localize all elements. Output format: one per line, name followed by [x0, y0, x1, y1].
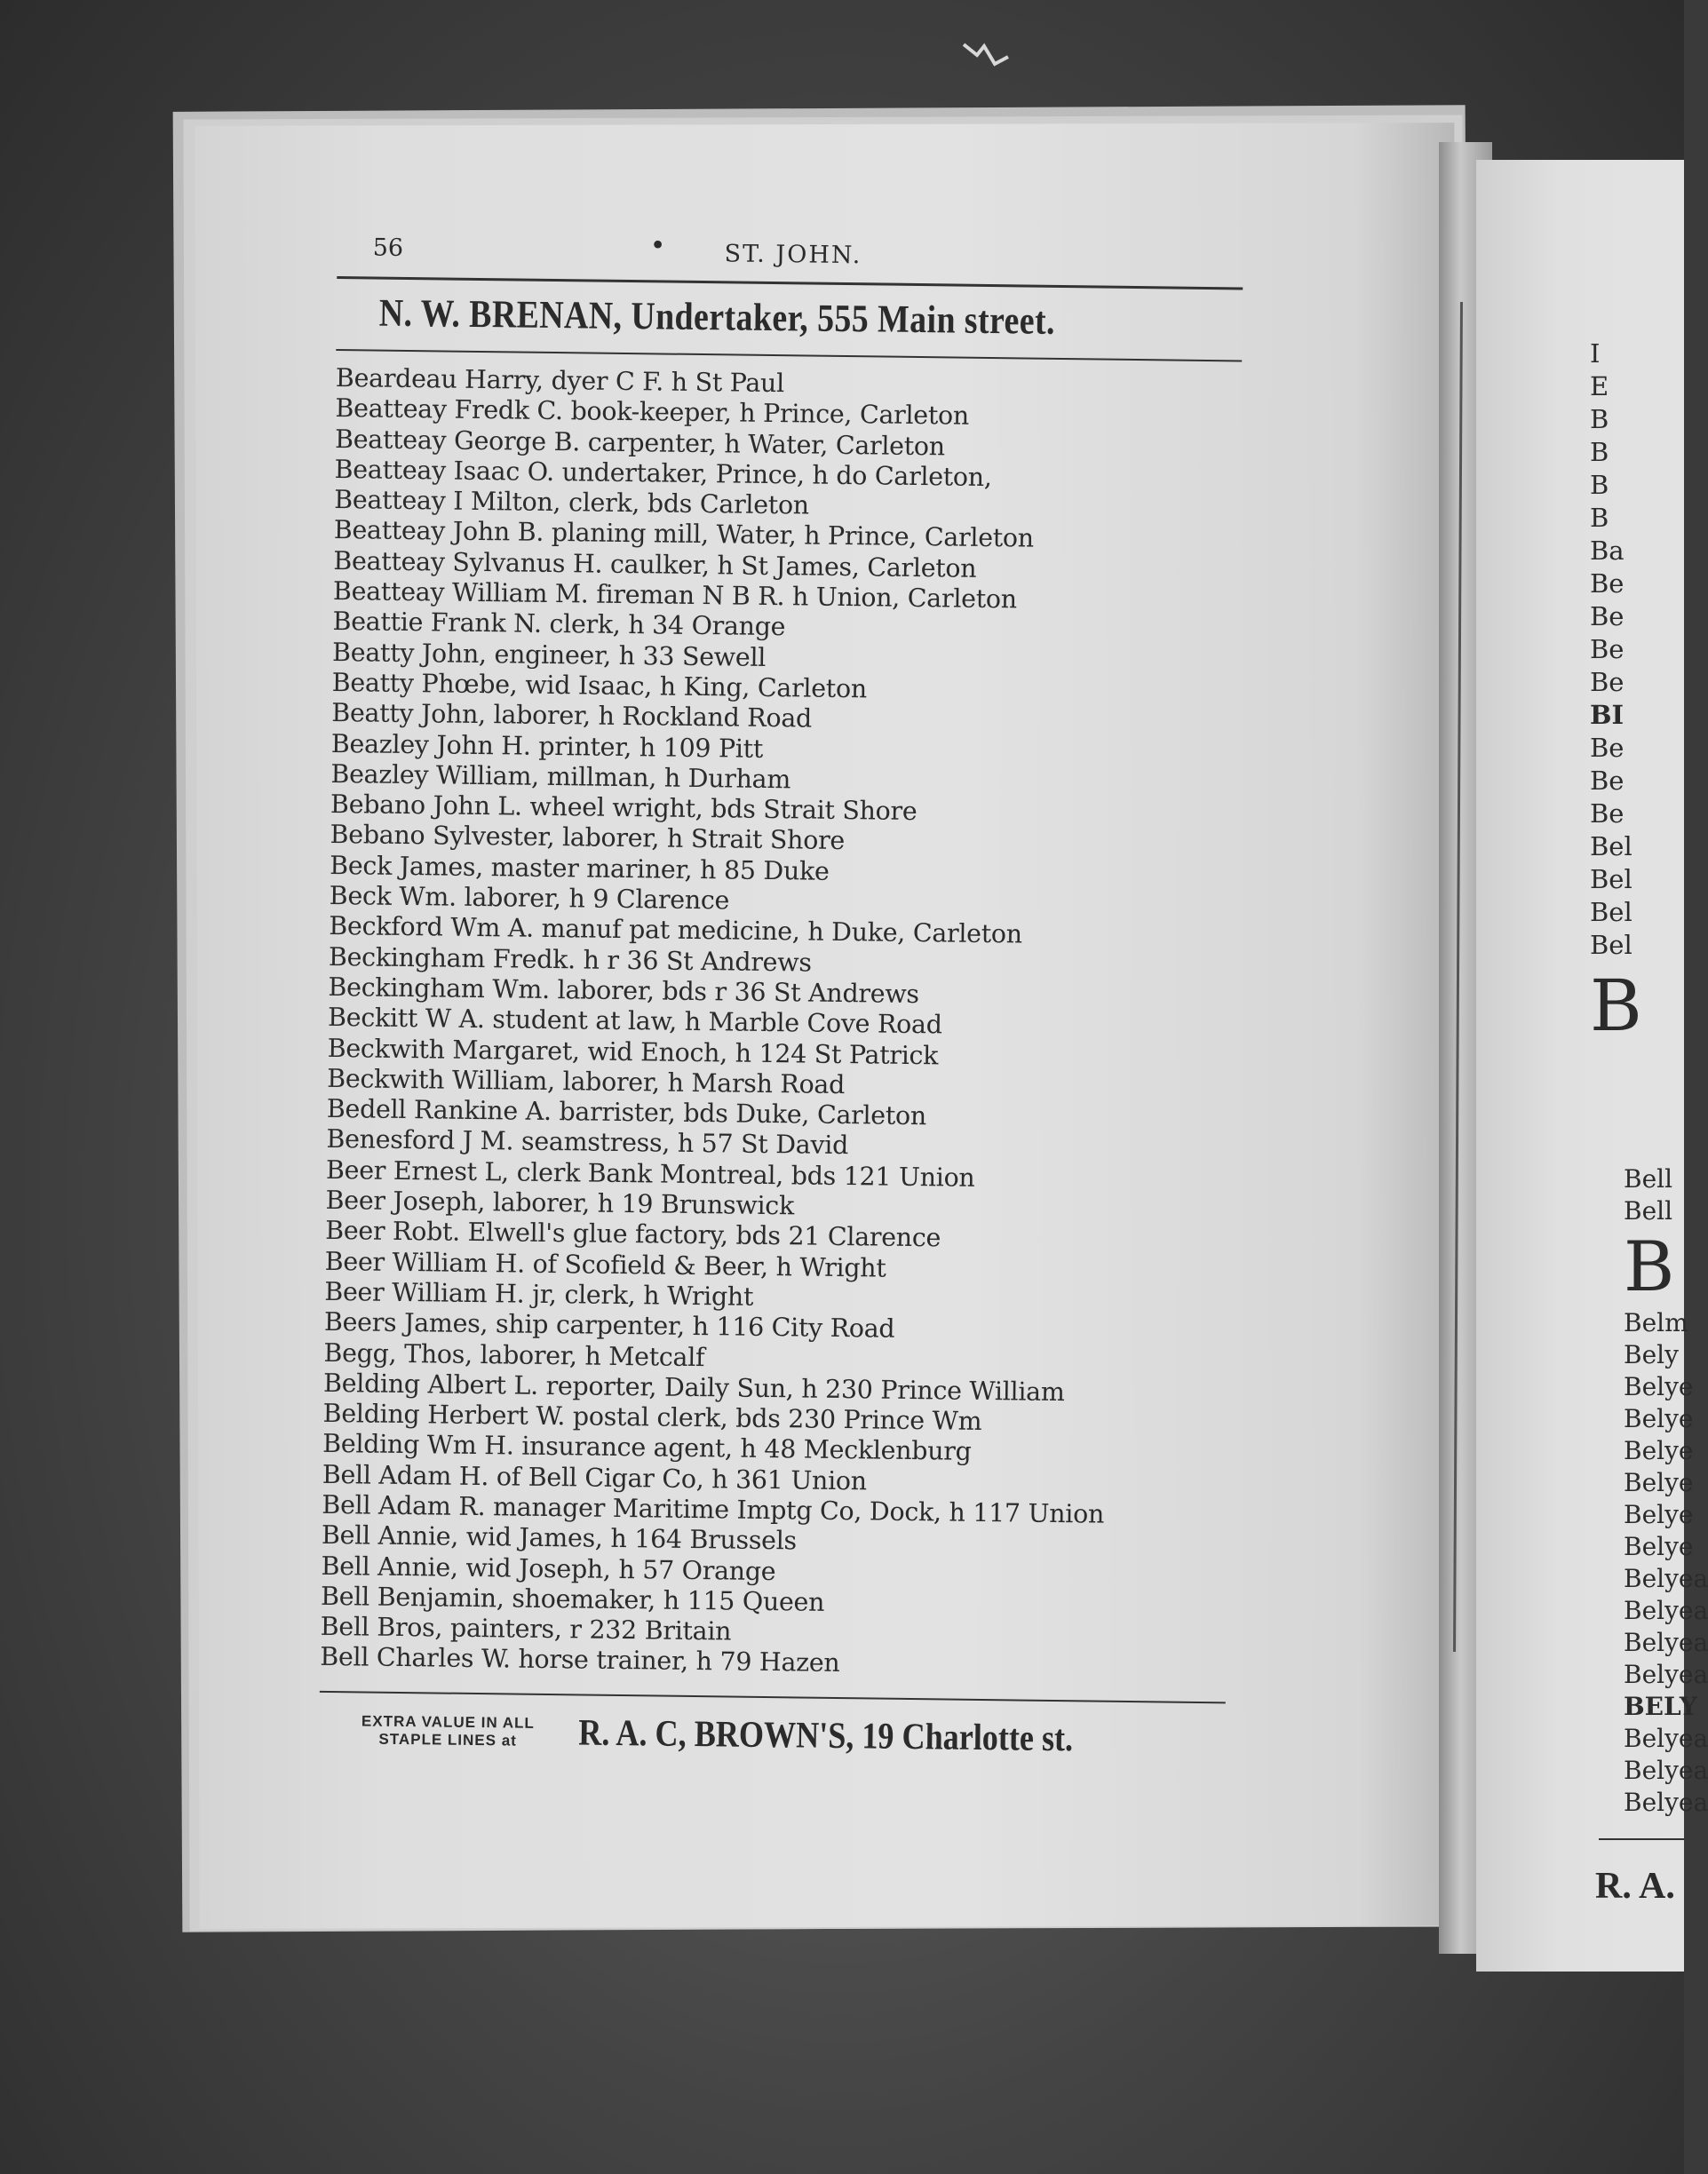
directory-entry: Beatteay Isaac O. undertaker, Prince, h do Carleton,: [334, 454, 992, 492]
directory-entry: Beck Wm. laborer, h 9 Clarence: [329, 880, 730, 916]
directory-entry: Bebano John L. wheel wright, bds Strait Shore: [330, 789, 918, 827]
directory-entry: Bell Charles W. horse trainer, h 79 Hazen: [320, 1642, 840, 1678]
page-number: 56: [372, 234, 404, 262]
directory-entry: Beatteay Fredk C. book-keeper, h Prince, Carleton: [335, 393, 970, 431]
right-entry-fragment: B: [1590, 437, 1609, 467]
right-entry-fragment: Bel: [1590, 930, 1633, 960]
directory-entry: Beatteay I Milton, clerk, bds Carleton: [334, 485, 810, 520]
right-entry-fragment: B: [1590, 404, 1609, 434]
directory-entry: Beckwith Margaret, wid Enoch, h 124 St Patrick: [327, 1033, 939, 1070]
right-entry-fragment: Be: [1590, 766, 1625, 796]
directory-entry: Beckitt W A. student at law, h Marble Cove Road: [327, 1003, 942, 1040]
directory-entry: Beardeau Harry, dyer C F. h St Paul: [335, 362, 785, 399]
directory-entry: Beattie Frank N. clerk, h 34 Orange: [332, 607, 786, 642]
directory-entry: Bell Annie, wid James, h 164 Brussels: [321, 1520, 798, 1556]
directory-entry: Belding Herbert W. postal clerk, bds 230 Prince Wm: [322, 1398, 982, 1437]
directory-entry: Beck James, master mariner, h 85 Duke: [330, 850, 830, 886]
directory-entry: Bell Benjamin, shoemaker, h 115 Queen: [320, 1581, 825, 1617]
directory-entry: Belding Albert L. reporter, Daily Sun, h 230 Prince William: [322, 1368, 1065, 1407]
directory-entry: Beckwith William, laborer, h Marsh Road: [327, 1063, 846, 1099]
directory-entry: Beatteay George B. carpenter, h Water, Carleton: [334, 424, 946, 461]
right-entry-fragment: Belyea: [1624, 1724, 1708, 1753]
footer-rule: [320, 1691, 1226, 1703]
right-entry-fragment: Bell: [1624, 1164, 1673, 1194]
right-entry-fragment: Belm: [1624, 1308, 1688, 1337]
right-entry-fragment: Belyea: [1624, 1564, 1708, 1593]
right-entry-fragment: Bell: [1624, 1196, 1673, 1226]
right-entry-fragment: BELY: [1624, 1692, 1697, 1721]
advert-name: R. A. C, BROWN'S, 19 Charlotte st.: [578, 1712, 1074, 1760]
directory-entry: Beazley John H. printer, h 109 Pitt: [330, 728, 764, 764]
right-entry-fragment: Be: [1590, 634, 1625, 664]
running-title: ST. JOHN.: [724, 240, 862, 270]
right-entry-fragment: I: [1590, 338, 1601, 369]
right-entry-fragment: Be: [1590, 733, 1625, 763]
directory-entry: Beatteay Sylvanus H. caulker, h St James, Carleton: [333, 545, 977, 583]
right-entry-fragment: Bely: [1624, 1340, 1679, 1369]
directory-entry: Beatteay John B. planing mill, Water, h Prince, Carleton: [333, 515, 1035, 554]
directory-entry: Bell Annie, wid Joseph, h 57 Orange: [321, 1551, 776, 1586]
right-footer-fragment: R. A.: [1595, 1866, 1675, 1907]
right-entry-fragment: Belyea: [1624, 1596, 1708, 1625]
right-entry-fragment: Belye: [1624, 1468, 1694, 1497]
right-entry-fragment: B: [1590, 470, 1609, 500]
directory-entry: Belding Wm H. insurance agent, h 48 Mecklenburg: [322, 1429, 972, 1467]
advert-tagline-line2: STAPLE LINES at: [378, 1730, 518, 1750]
directory-entry: Beer Ernest L, clerk Bank Montreal, bds 121 Union: [325, 1154, 975, 1193]
directory-entry: Bebano Sylvester, laborer, h Strait Shore: [330, 820, 846, 856]
directory-entry: Bell Bros, painters, r 232 Britain: [320, 1612, 732, 1646]
directory-entry: Benesford J M. seamstress, h 57 St David: [326, 1124, 849, 1161]
directory-entry: Beckingham Fredk. h r 36 St Andrews: [328, 941, 812, 978]
right-entry-fragment: Bel: [1590, 897, 1633, 927]
right-entry-fragment: Bel: [1590, 831, 1633, 861]
advert-tagline-line1: EXTRA VALUE IN ALL: [361, 1712, 536, 1732]
right-entry-fragment: Be: [1590, 798, 1625, 829]
directory-entry: Beers James, ship carpenter, h 116 City Road: [323, 1307, 895, 1344]
right-section-letter: B: [1590, 964, 1642, 1047]
directory-entry: Bedell Rankine A. barrister, bds Duke, Carleton: [326, 1094, 927, 1131]
directory-entry: Bell Adam H. of Bell Cigar Co, h 361 Union: [322, 1459, 868, 1496]
right-entry-fragment: Belyea: [1624, 1660, 1708, 1689]
banner-rule: [336, 349, 1242, 361]
directory-entry: Begg, Thos, laborer, h Metcalf: [323, 1337, 705, 1372]
directory-entry: Beatty Phœbe, wid Isaac, h King, Carleton: [331, 667, 868, 704]
right-entry-fragment: E: [1590, 371, 1609, 401]
right-footer-rule: [1599, 1838, 1684, 1840]
paper-scrap: [959, 37, 1013, 73]
right-entry-fragment: Belye: [1624, 1372, 1694, 1401]
bottom-advertisement: [319, 1709, 1226, 1799]
directory-entry: Beer Robt. Elwell's glue factory, bds 21 Clarence: [324, 1216, 941, 1253]
right-entry-fragment: Be: [1590, 667, 1625, 697]
right-entry-fragment: Belyea: [1624, 1628, 1708, 1657]
right-entry-fragment: B: [1624, 1227, 1675, 1307]
right-page-fragments-bottom: [1624, 1163, 1708, 1819]
right-entry-fragment: Bel: [1590, 864, 1633, 894]
right-entry-fragment: Be: [1590, 601, 1625, 631]
right-entry-fragment: Belyea: [1624, 1788, 1708, 1817]
directory-entry: Beckford Wm A. manuf pat medicine, h Duke, Carleton: [329, 911, 1022, 949]
right-entry-fragment: Belye: [1624, 1436, 1694, 1465]
page-content: [319, 226, 1243, 1799]
right-entry-fragment: Belyea: [1624, 1756, 1708, 1785]
directory-entry: Beckingham Wm. laborer, bds r 36 St Andrews: [328, 972, 919, 1009]
directory-entry: Beatty John, laborer, h Rockland Road: [331, 698, 813, 734]
directory-entries: [320, 363, 1242, 1684]
right-entry-fragment: BI: [1590, 700, 1625, 730]
directory-entry: Beer William H. of Scofield & Beer, h Wright: [324, 1246, 886, 1283]
advert-tagline: [319, 1712, 576, 1751]
directory-entry: Beatteay William M. fireman N B R. h Union, Carleton: [332, 576, 1017, 615]
directory-entry: Beazley William, millman, h Durham: [330, 758, 791, 795]
ornament-dot: •: [649, 230, 666, 262]
top-advertisement: N. W. BRENAN, Undertaker, 555 Main street.: [378, 290, 1056, 343]
right-page-fragments-top: [1590, 337, 1642, 1051]
right-entry-fragment: Be: [1590, 568, 1625, 599]
directory-entry: Beer Joseph, laborer, h 19 Brunswick: [325, 1185, 795, 1221]
right-entry-fragment: Belye: [1624, 1532, 1694, 1561]
right-entry-fragment: Ba: [1590, 536, 1625, 566]
directory-entry: Bell Adam R. manager Maritime Imptg Co, Dock, h 117 Union: [322, 1489, 1105, 1529]
directory-entry: Beer William H. jr, clerk, h Wright: [324, 1276, 754, 1312]
right-entry-fragment: B: [1590, 503, 1609, 533]
right-entry-fragment: Belye: [1624, 1404, 1694, 1433]
right-entry-fragment: Belye: [1624, 1500, 1694, 1529]
directory-entry: Beatty John, engineer, h 33 Sewell: [331, 637, 767, 672]
